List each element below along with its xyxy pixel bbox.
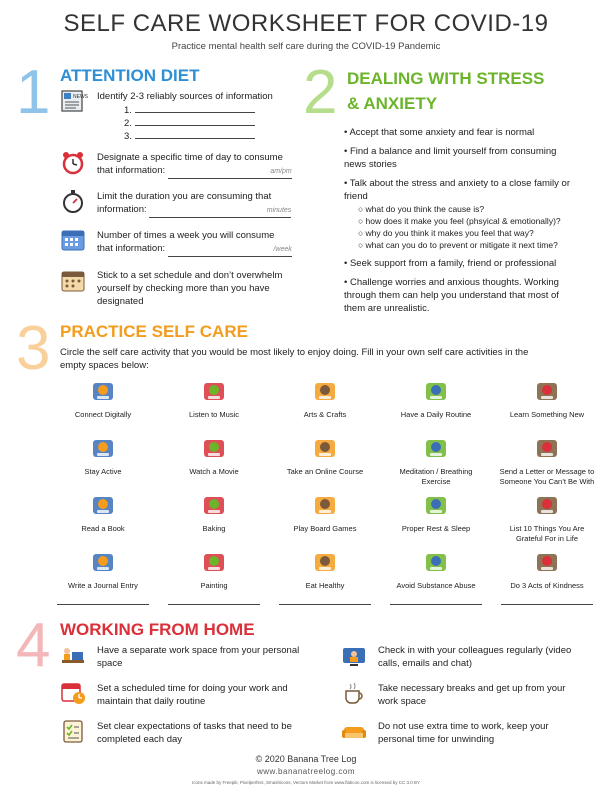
section-1-number: 1 (16, 58, 51, 127)
envelope-icon (534, 435, 560, 461)
activity-label: Write a Journal Entry (68, 581, 138, 590)
activity-label: Take an Online Course (286, 467, 364, 476)
activity-label: Baking (202, 524, 226, 533)
calendar-clock-icon (60, 680, 86, 711)
section-3-number: 3 (16, 314, 51, 383)
coffee-cup-icon (341, 680, 367, 711)
activity-label-line-2: Grateful For in Life (515, 534, 579, 543)
activity-item[interactable] (381, 492, 491, 534)
person-running-icon (90, 435, 116, 461)
section-2-number: 2 (303, 58, 338, 127)
activity-item[interactable] (159, 492, 269, 534)
stress-bullet-list (344, 126, 604, 315)
activity-item[interactable] (159, 378, 269, 420)
activity-label: List 10 Things You Are (509, 524, 585, 533)
limit-duration-text: Limit the duration you are consuming that information: minutes (97, 190, 291, 218)
activity-item[interactable] (159, 549, 269, 591)
list-item: ○ how does it make you feel (phsyical & emotionally)? (358, 216, 561, 226)
laptop-graduation-icon (312, 435, 338, 461)
alarm-clock-icon (60, 150, 86, 181)
activity-label: Watch a Movie (189, 467, 239, 476)
list-item: ○ why do you think it makes you feel that way? (358, 228, 534, 238)
activity-item[interactable] (270, 492, 380, 534)
footer-credits: Icons made by Freepik, Pixelperfect, Smashicons, Vectors Market from www.flaticon.com is licensed by CC 3.0 BY (191, 780, 421, 785)
stick-schedule-text: Stick to a set schedule and don’t overwhelm yourself by checking more than you have designated (97, 270, 283, 307)
activity-item[interactable] (48, 435, 158, 477)
custom-activity-input[interactable] (279, 603, 371, 605)
activity-label: Avoid Substance Abuse (396, 581, 476, 590)
list-item: • Talk about the stress and anxiety to a close family or friend (344, 178, 570, 202)
checklist-icon (60, 718, 86, 749)
section-4-number: 4 (16, 611, 51, 680)
list-item: ○ what do you think the cause is? (358, 204, 485, 214)
list-item: • Challenge worries and anxious thoughts. Working through them can help you understand that most of them are unrealistic. (344, 277, 559, 314)
wfh-right-item-3: Do not use extra time to work, keep your personal time for unwinding (378, 721, 549, 745)
heart-hands-icon (534, 549, 560, 575)
stopwatch-icon (60, 188, 86, 219)
activity-label: Arts & Crafts (303, 410, 347, 419)
sub-list (344, 203, 604, 251)
activity-item[interactable] (381, 435, 491, 487)
custom-activity-input[interactable] (390, 603, 482, 605)
source-line-1: 1. (124, 104, 255, 117)
activity-label: Painting (200, 581, 228, 590)
activity-label: Do 3 Acts of Kindness (510, 581, 584, 590)
list-item: • Seek support from a family, friend or professional (344, 258, 557, 269)
wfh-left-item-1: Have a separate work space from your personal space (97, 645, 300, 669)
newspaper-icon (60, 88, 86, 119)
popcorn-icon (201, 435, 227, 461)
board-game-icon (312, 492, 338, 518)
activity-label: Send a Letter or Message to (499, 467, 595, 476)
activity-item[interactable] (381, 549, 491, 591)
scales-icon (534, 492, 560, 518)
source-1-input[interactable] (135, 112, 255, 113)
activity-item[interactable] (492, 435, 602, 487)
music-notes-icon (201, 378, 227, 404)
no-smoking-icon (423, 549, 449, 575)
calendar-icon (423, 378, 449, 404)
list-item: • Find a balance and limit yourself from consuming news stories (344, 146, 557, 170)
lightbulb-head-icon (534, 378, 560, 404)
activity-item[interactable] (381, 378, 491, 420)
custom-activity-input[interactable] (501, 603, 593, 605)
activity-item[interactable] (492, 549, 602, 591)
bed-icon (423, 492, 449, 518)
source-3-input[interactable] (135, 138, 255, 139)
section-4-heading: WORKING FROM HOME (60, 620, 255, 639)
footer-url[interactable]: www.bananatreelog.com (256, 767, 356, 776)
wfh-left-item-2: Set a scheduled time for doing your work and maintain that daily routine (97, 683, 288, 707)
identify-sources-text: Identify 2-3 reliably sources of information (97, 91, 273, 102)
time-input[interactable]: am/pm (168, 164, 292, 179)
book-icon (90, 492, 116, 518)
activity-item[interactable] (270, 549, 380, 591)
section-3-heading: PRACTICE SELF CARE (60, 322, 248, 341)
activity-item[interactable] (270, 435, 380, 477)
video-call-icon (341, 643, 367, 674)
activity-label: Have a Daily Routine (400, 410, 472, 419)
custom-activity-input[interactable] (168, 603, 260, 605)
desk-worker-icon (60, 643, 86, 674)
journal-icon (90, 549, 116, 575)
activity-label: Proper Rest & Sleep (401, 524, 471, 533)
times-per-week-input[interactable]: /week (168, 242, 292, 257)
wfh-right-item-1: Check in with your colleagues regularly (video calls, emails and chat) (378, 645, 572, 669)
activity-item[interactable] (492, 492, 602, 544)
activity-label: Read a Book (81, 524, 125, 533)
section-1-heading: ATTENTION DIET (60, 66, 200, 85)
phone-chat-icon (90, 378, 116, 404)
activity-label: Play Board Games (293, 524, 357, 533)
calendar-week-icon (60, 227, 86, 258)
list-item: ○ what can you do to prevent or mitigate it next time? (358, 240, 558, 250)
footer-copyright: © 2020 Banana Tree Log (255, 754, 357, 764)
duration-input[interactable]: minutes (149, 203, 291, 218)
list-item: • Accept that some anxiety and fear is normal (344, 127, 535, 138)
page-subtitle: Practice mental health self care during the COVID-19 Pandemic (171, 41, 441, 52)
wfh-right-item-2: Take necessary breaks and get up from your work space (378, 683, 566, 707)
activity-label-line-2: Exercise (421, 477, 451, 486)
calendar-schedule-icon (60, 268, 86, 299)
activity-item[interactable] (492, 378, 602, 420)
section-3-intro: Circle the self care activity that you would be most likely to enjoy doing. Fill in your own self care activities in the empty spaces below: (60, 347, 529, 371)
times-per-week-text: Number of times a week you will consume that information: /week (97, 229, 292, 257)
section-2-heading: DEALING WITH STRESS & ANXIETY (347, 69, 545, 113)
page-title: SELF CARE WORKSHEET FOR COVID-19 (63, 10, 549, 37)
activity-label: Eat Healthy (305, 581, 345, 590)
custom-activity-input[interactable] (57, 603, 149, 605)
activity-item[interactable] (48, 378, 158, 420)
activity-item[interactable] (48, 492, 158, 534)
paint-supplies-icon (312, 378, 338, 404)
meditation-icon (423, 435, 449, 461)
sofa-icon (341, 718, 367, 749)
activity-label: Stay Active (84, 467, 122, 476)
vegetables-icon (312, 549, 338, 575)
source-2-input[interactable] (135, 125, 255, 126)
source-line-3: 3. (124, 130, 255, 143)
activity-label: Meditation / Breathing (399, 467, 473, 476)
activity-item[interactable] (48, 549, 158, 591)
activity-item[interactable] (270, 378, 380, 420)
svg-text:NEWS: NEWS (73, 94, 88, 100)
palette-icon (201, 549, 227, 575)
activity-label-line-2: Someone You Can’t Be With (499, 477, 595, 486)
source-line-2: 2. (124, 117, 255, 130)
activity-label: Listen to Music (188, 410, 240, 419)
designate-time-text: Designate a specific time of day to consume that information: am/pm (97, 151, 292, 179)
activity-label: Connect Digitally (74, 410, 132, 419)
cupcake-icon (201, 492, 227, 518)
wfh-left-item-3: Set clear expectations of tasks that need to be completed each day (97, 721, 292, 745)
activity-label: Learn Something New (509, 410, 585, 419)
activity-item[interactable] (159, 435, 269, 477)
